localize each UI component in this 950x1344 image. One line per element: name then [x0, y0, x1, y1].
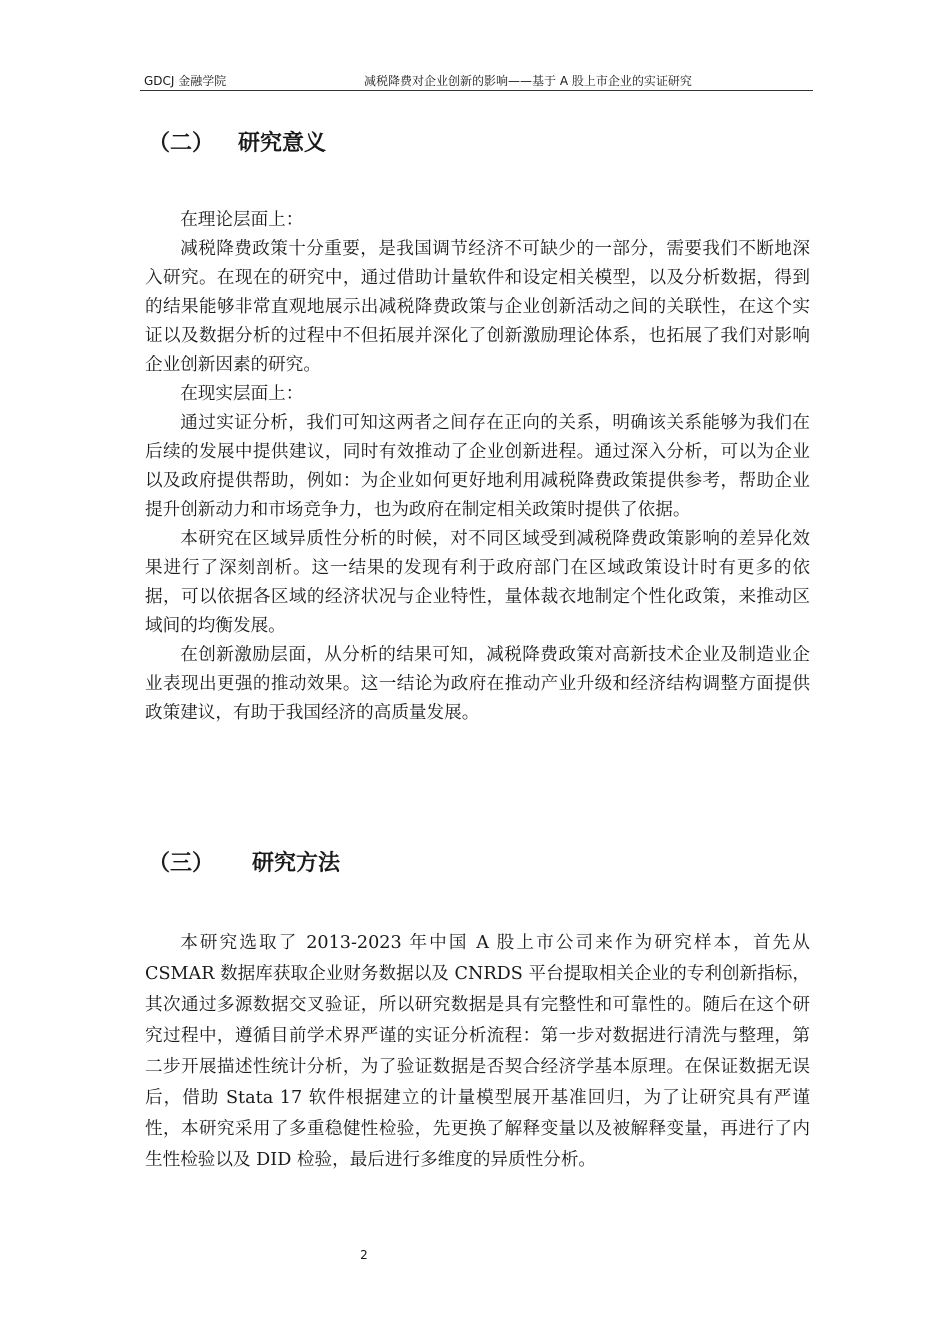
- paragraph: 本研究在区域异质性分析的时候，对不同区域受到减税降费政策影响的差异化效果进行了深刻剖析。这一结果的发现有利于政府部门在区域政策设计时有更多的依据，可以依据各区域的经济状况与企业特性，量体裁衣地制定个性化政策，来推动区域间的均衡发展。: [145, 529, 810, 636]
- paragraph: 在创新激励层面，从分析的结果可知，减税降费政策对高新技术企业及制造业企业表现出更强的推动效果。这一结论为政府在推动产业升级和经济结构调整方面提供政策建议，有助于我国经济的高质量发展。: [145, 645, 810, 723]
- paragraph: 在现实层面上：: [180, 384, 304, 404]
- section-2-heading: [148, 126, 326, 157]
- paragraph: 本研究选取了 2013-2023 年中国 A 股上市公司来作为研究样本，首先从 CSMAR 数据库获取企业财务数据以及 CNRDS 平台提取相关企业的专利创新指标，其次通过多源数据交叉验证，所以研究数据是具有完整性和可靠性的。随后在这个研究过程中，遵循目前学术界严谨的实证分析流程：第一步对数据进行清洗与整理，第二步开展描述性统计分析，为了验证数据是否契合经济学基本原理。在保证数据无误后，借助 Stata 17 软件根据建立的计量模型展开基准回归，为了让研究具有严谨性，本研究采用了多重稳健性检验，先更换了解释变量以及被解释变量，再进行了内生性检验以及 DID 检验，最后进行多维度的异质性分析。: [145, 933, 810, 1170]
- header-title: 减税降费对企业创新的影响——基于 A 股上市企业的实证研究: [364, 74, 692, 88]
- section-3-number: （三）: [148, 851, 215, 876]
- paragraph: 减税降费政策十分重要，是我国调节经济不可缺少的一部分，需要我们不断地深入研究。在现在的研究中，通过借助计量软件和设定相关模型，以及分析数据，得到的结果能够非常直观地展示出减税降费政策与企业创新活动之间的关联性，在这个实证以及数据分析的过程中不但拓展并深化了创新激励理论体系，也拓展了我们对影响企业创新因素的研究。: [145, 239, 810, 375]
- section-2-number: （二）: [148, 131, 215, 156]
- page-number: 2: [360, 1248, 368, 1262]
- paragraph: 在理论层面上：: [180, 210, 304, 230]
- section-2-body: [145, 206, 810, 728]
- section-3-heading: [148, 846, 340, 877]
- header-institution: GDCJ 金融学院: [144, 74, 227, 88]
- section-3-title: 研究方法: [252, 851, 341, 876]
- paragraph: 通过实证分析，我们可知这两者之间存在正向的关系，明确该关系能够为我们在后续的发展中提供建议，同时有效推动了企业创新进程。通过深入分析，可以为企业以及政府提供帮助，例如：为企业如何更好地利用减税降费政策提供参考，帮助企业提升创新动力和市场竞争力，也为政府在制定相关政策时提供了依据。: [145, 413, 810, 520]
- section-3-body: [145, 928, 810, 1176]
- section-2-title: 研究意义: [238, 131, 327, 156]
- page-header: [140, 70, 813, 91]
